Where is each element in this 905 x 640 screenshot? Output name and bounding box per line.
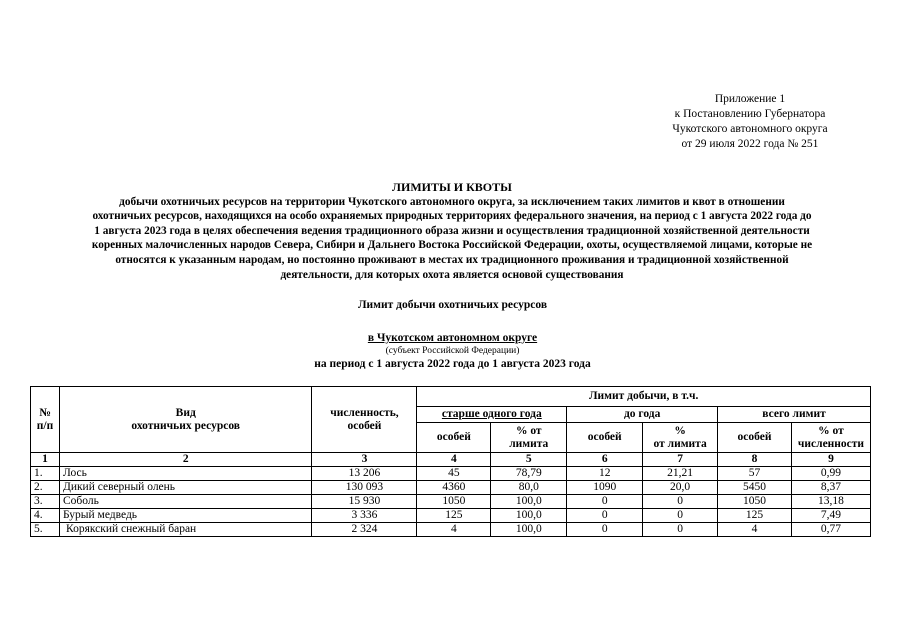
total-count: 4 (718, 523, 792, 537)
under-year-count: 0 (567, 495, 643, 509)
total-count: 1050 (718, 495, 792, 509)
over-year-pct: 78,79 (491, 467, 567, 481)
total-pct: 0,77 (791, 523, 870, 537)
species-name: Лось (59, 467, 312, 481)
over-year-pct: 100,0 (491, 495, 567, 509)
header-population: численность, особей (312, 387, 417, 453)
title-line: охотничьих ресурсов, находящихся на особо охраняемых природных территориях федерального значения, на период с 1 августа 2022 года до (92, 210, 812, 223)
population-value: 2 324 (312, 523, 417, 537)
title-line: деятельности, для которых охота является основой существования (280, 268, 624, 281)
title-line: относятся к указанным народам, но постоянно проживают в местах их традиционного проживания и традиционной хозяйственной (115, 253, 789, 266)
under-year-pct: 0 (643, 495, 718, 509)
species-name: Дикий северный олень (59, 481, 312, 495)
column-number-row (31, 453, 871, 467)
table-row (31, 467, 871, 481)
column-number: 9 (791, 453, 870, 467)
under-year-pct: 0 (643, 509, 718, 523)
header-individuals: особей (567, 423, 643, 453)
row-number: 2. (31, 481, 60, 495)
total-count: 57 (718, 467, 792, 481)
under-year-count: 0 (567, 509, 643, 523)
population-value: 13 206 (312, 467, 417, 481)
population-value: 15 930 (312, 495, 417, 509)
over-year-count: 45 (417, 467, 491, 481)
header-pct-of-limit: % от лимита (491, 423, 567, 453)
table-row (31, 495, 871, 509)
row-number: 5. (31, 523, 60, 537)
total-count: 5450 (718, 481, 792, 495)
species-name: Соболь (59, 495, 312, 509)
population-value: 3 336 (312, 509, 417, 523)
species-name: Корякский снежный баран (59, 523, 312, 537)
header-species: Вид охотничьих ресурсов (59, 387, 312, 453)
under-year-pct: 21,21 (643, 467, 718, 481)
header-num: № п/п (31, 387, 60, 453)
row-number: 4. (31, 509, 60, 523)
under-year-count: 12 (567, 467, 643, 481)
page-title: ЛИМИТЫ И КВОТЫ (392, 180, 512, 194)
population-value: 130 093 (312, 481, 417, 495)
under-year-count: 1090 (567, 481, 643, 495)
title-line: добычи охотничьих ресурсов на территории Чукотского автономного округа, за исключением таких лимитов и квот в отношении (119, 195, 785, 208)
document-title (12, 180, 892, 282)
table-row (31, 523, 871, 537)
section-heading: Лимит добычи охотничьих ресурсов (357, 299, 548, 311)
column-number: 3 (312, 453, 417, 467)
row-number: 3. (31, 495, 60, 509)
appendix-line: Чукотского автономного округа (672, 123, 828, 135)
header-pct-of-limit: % от лимита (643, 423, 718, 453)
header-over-one-year: старше одного года (417, 407, 567, 423)
over-year-count: 1050 (417, 495, 491, 509)
total-pct: 8,37 (791, 481, 870, 495)
column-number: 4 (417, 453, 491, 467)
over-year-count: 4 (417, 523, 491, 537)
appendix-line: от 29 июля 2022 года № 251 (681, 138, 819, 150)
header-limit-group: Лимит добычи, в т.ч. (417, 387, 871, 407)
column-number: 5 (491, 453, 567, 467)
over-year-count: 125 (417, 509, 491, 523)
column-number: 8 (718, 453, 792, 467)
over-year-count: 4360 (417, 481, 491, 495)
header-individuals: особей (718, 423, 792, 453)
region-note: (субъект Российской Федерации) (385, 346, 520, 356)
header-pct-of-population: % от численности (791, 423, 870, 453)
title-line: коренных малочисленных народов Севера, Сибири и Дальнего Востока Российской Федерации, охоты, осуществляемой лицами, которые не (91, 239, 813, 252)
appendix-header (600, 92, 900, 152)
table-row (31, 509, 871, 523)
column-number: 2 (59, 453, 312, 467)
title-line: 1 августа 2023 года в целях обеспечения ведения традиционного образа жизни и осуществления традиционной хозяйственной деятельности (94, 224, 810, 237)
total-pct: 13,18 (791, 495, 870, 509)
appendix-line: к Постановлению Губернатора (674, 108, 826, 120)
over-year-pct: 100,0 (491, 509, 567, 523)
period-heading: на период с 1 августа 2022 года до 1 августа 2023 года (314, 358, 591, 370)
appendix-line: Приложение 1 (714, 93, 786, 105)
total-count: 125 (718, 509, 792, 523)
over-year-pct: 100,0 (491, 523, 567, 537)
table-row (31, 481, 871, 495)
header-individuals: особей (417, 423, 491, 453)
row-number: 1. (31, 467, 60, 481)
total-pct: 0,99 (791, 467, 870, 481)
limits-table (30, 386, 871, 537)
column-number: 7 (643, 453, 718, 467)
total-pct: 7,49 (791, 509, 870, 523)
column-number: 1 (31, 453, 60, 467)
under-year-pct: 20,0 (643, 481, 718, 495)
under-year-count: 0 (567, 523, 643, 537)
over-year-pct: 80,0 (491, 481, 567, 495)
column-number: 6 (567, 453, 643, 467)
species-name: Бурый медведь (59, 509, 312, 523)
header-under-year: до года (567, 407, 718, 423)
under-year-pct: 0 (643, 523, 718, 537)
region-name: в Чукотском автономном округе (367, 332, 538, 344)
header-total-limit: всего лимит (718, 407, 871, 423)
